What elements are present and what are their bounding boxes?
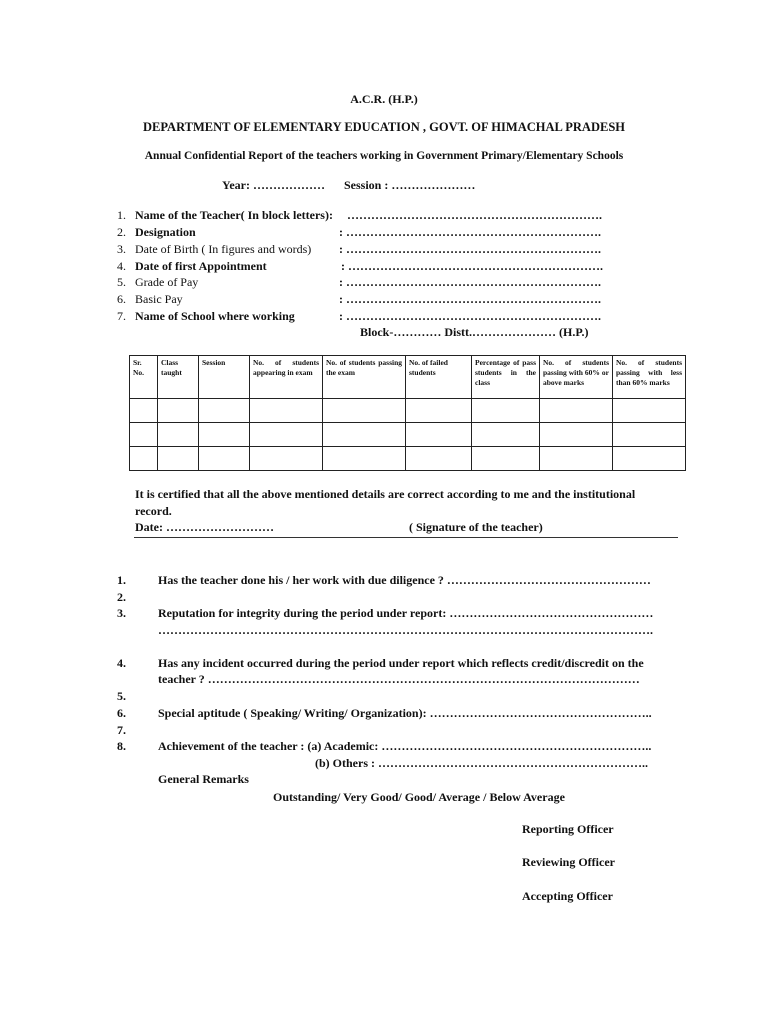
table-cell[interactable]	[130, 399, 158, 423]
table-cell[interactable]	[540, 447, 613, 471]
col-sr-no: Sr. No.	[130, 356, 158, 399]
table-cell[interactable]	[199, 423, 250, 447]
general-remarks-label: General Remarks	[158, 772, 249, 786]
table-cell[interactable]	[158, 399, 199, 423]
appointment-label: Date of first Appointment	[135, 259, 267, 273]
table-row	[130, 423, 686, 447]
col-class-taught: Class taught	[158, 356, 199, 399]
grade-of-pay-label: Grade of Pay	[135, 275, 199, 289]
item-number: 6.	[117, 706, 126, 720]
table-cell[interactable]	[613, 447, 686, 471]
grade-options: Outstanding/ Very Good/ Good/ Average / Below Average	[273, 790, 565, 804]
session-field: Session : …………………	[344, 178, 476, 192]
table-cell[interactable]	[540, 423, 613, 447]
table-cell[interactable]	[158, 423, 199, 447]
appointment-value: : ……………………………………………………….	[341, 259, 603, 273]
certificate-date: Date: ………………………	[135, 520, 274, 534]
item-number: 1.	[117, 208, 126, 222]
col-percentage: Percentage of pass students in the class	[472, 356, 540, 399]
designation-value: : ……………………………………………………….	[339, 225, 601, 239]
table-cell[interactable]	[250, 447, 323, 471]
table-cell[interactable]	[406, 423, 472, 447]
table-row	[130, 447, 686, 471]
table-cell[interactable]	[323, 399, 406, 423]
item-number: 5.	[117, 689, 126, 703]
question-4-continuation: teacher ? ………………………………………………………………………………………………	[158, 672, 640, 686]
col-60-above: No. of students passing with 60% or above marks	[540, 356, 613, 399]
table-cell[interactable]	[406, 447, 472, 471]
col-failed: No. of failed students	[406, 356, 472, 399]
table-cell[interactable]	[472, 447, 540, 471]
table-cell[interactable]	[199, 399, 250, 423]
question-text: Reputation for integrity during the period under report: ……………………………………………	[158, 606, 654, 620]
table-cell[interactable]	[406, 399, 472, 423]
school-value: : ……………………………………………………….	[339, 309, 601, 323]
table-cell[interactable]	[250, 399, 323, 423]
teacher-signature-label: ( Signature of the teacher)	[409, 520, 543, 534]
teacher-name-value: ……………………………………………………….	[347, 208, 602, 222]
results-table	[129, 355, 686, 471]
certificate-text-line1: It is certified that all the above mentioned details are correct according to me and the institutional	[135, 487, 636, 501]
block-district-line: Block-………… Distt.………………… (H.P.)	[360, 325, 589, 339]
question-text: Has the teacher done his / her work with due diligence ? ……………………………………………	[158, 573, 651, 587]
item-number: 4.	[117, 656, 126, 670]
acr-title: A.C.R. (H.P.)	[350, 92, 418, 106]
accepting-officer-label: Accepting Officer	[522, 889, 613, 903]
dob-label: Date of Birth ( In figures and words)	[135, 242, 312, 256]
col-session: Session	[199, 356, 250, 399]
basic-pay-value: : ……………………………………………………….	[339, 292, 601, 306]
table-cell[interactable]	[199, 447, 250, 471]
item-number: 7.	[117, 723, 126, 737]
item-number: 2.	[117, 225, 126, 239]
department-title: DEPARTMENT OF ELEMENTARY EDUCATION , GOVT. OF HIMACHAL PRADESH	[142, 120, 626, 134]
item-number: 2.	[117, 590, 126, 604]
table-cell[interactable]	[323, 447, 406, 471]
item-number: 3.	[117, 606, 126, 620]
question-text: Achievement of the teacher : (a) Academic: …………………………………………………………..	[158, 739, 652, 753]
designation-label: Designation	[135, 225, 196, 239]
table-row	[130, 399, 686, 423]
others-achievement: (b) Others : …………………………………………………………..	[315, 756, 648, 770]
table-cell[interactable]	[130, 423, 158, 447]
table-cell[interactable]	[158, 447, 199, 471]
col-below-60: No. of students passing with less than 60% marks	[613, 356, 686, 399]
reviewing-officer-label: Reviewing Officer	[522, 855, 615, 869]
reporting-officer-label: Reporting Officer	[522, 822, 614, 836]
dob-value: : ……………………………………………………….	[339, 242, 601, 256]
item-number: 5.	[117, 275, 126, 289]
table-cell[interactable]	[540, 399, 613, 423]
year-field: Year: ………………	[222, 178, 325, 192]
table-cell[interactable]	[130, 447, 158, 471]
table-cell[interactable]	[472, 423, 540, 447]
question-text: Special aptitude ( Speaking/ Writing/ Organization): ………………………………………………..	[158, 706, 652, 720]
item-number: 1.	[117, 573, 126, 587]
item-number: 4.	[117, 259, 126, 273]
teacher-name-label: Name of the Teacher( In block letters):	[135, 208, 333, 222]
item-number: 7.	[117, 309, 126, 323]
certificate-text-line2: record.	[135, 504, 172, 518]
item-number: 3.	[117, 242, 126, 256]
table-cell[interactable]	[472, 399, 540, 423]
question-3-continuation: …………………………………………………………………………………………………………….	[158, 623, 653, 637]
table-cell[interactable]	[250, 423, 323, 447]
question-text: Has any incident occurred during the period under report which reflects credit/discredit on the	[158, 656, 644, 670]
school-label: Name of School where working	[135, 309, 295, 323]
report-subtitle: Annual Confidential Report of the teachers working in Government Primary/Elementary Schools	[144, 150, 624, 162]
table-cell[interactable]	[323, 423, 406, 447]
col-passing: No. of students passing the exam	[323, 356, 406, 399]
divider-line	[134, 537, 678, 538]
grade-of-pay-value: : ……………………………………………………….	[339, 275, 601, 289]
item-number: 6.	[117, 292, 126, 306]
basic-pay-label: Basic Pay	[135, 292, 183, 306]
table-header-row	[130, 356, 686, 399]
item-number: 8.	[117, 739, 126, 753]
table-cell[interactable]	[613, 399, 686, 423]
table-cell[interactable]	[613, 423, 686, 447]
col-appearing: No. of students appearing in exam	[250, 356, 323, 399]
